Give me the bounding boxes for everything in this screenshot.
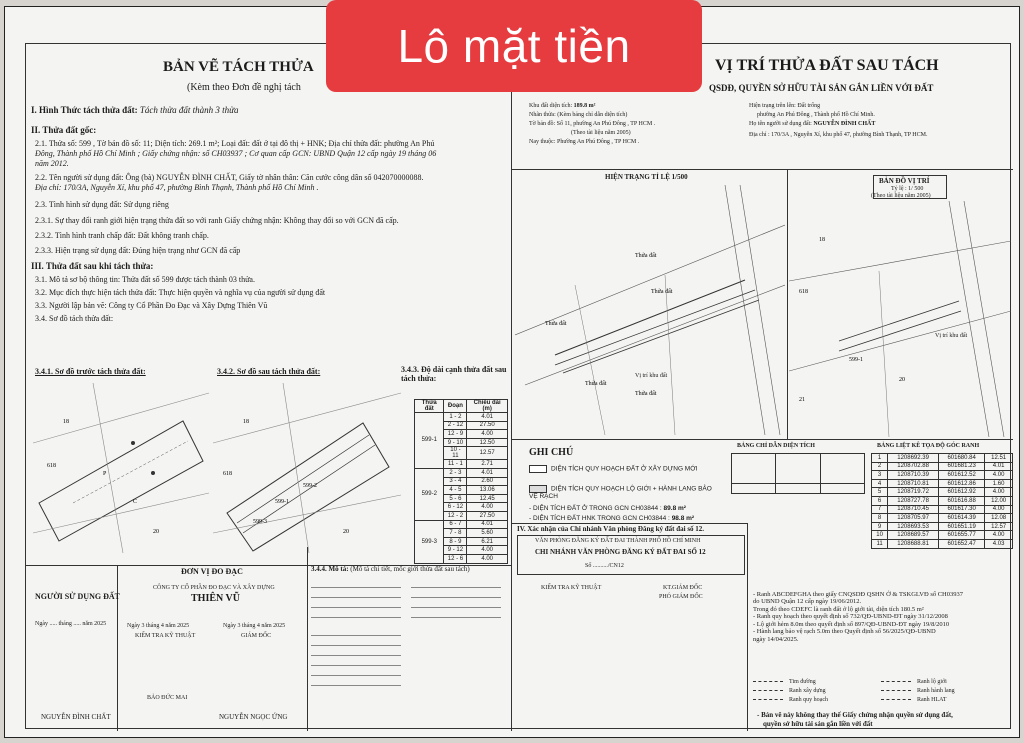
address-line: Địa chỉ : 170/3A , Nguyễn Xí, khu phố 47, phường Bình Thạnh, TP HCM. [749, 132, 928, 138]
listing-banner: Lô mặt tiền [326, 0, 702, 92]
confirmation-heading: IV. Xác nhận của Chi nhánh Văn phòng Đăng ký đất đai số 12. [517, 525, 705, 533]
office-line-3: Số ........../CN12 [585, 563, 624, 569]
line-3-4: 3.4. Sơ đồ tách thửa đất: [35, 314, 114, 323]
legend-row: Ranh xây dựng Ranh hành lang [753, 686, 1009, 695]
office-gd: KT.GIÁM ĐỐC [663, 585, 703, 591]
line-2-1b: Đông, Thành phố Hồ Chí Minh ; Giấy chứng nhận: số CH03937 ; Cơ quan cấp GCN: UBND Quận 12 cấp ngày 19 tháng 06 [35, 149, 437, 158]
info-4: (Theo tài liệu năm 2005) [571, 130, 631, 136]
line-2-3: 2.3. Tình hình sử dụng đất: Sử dụng riêng [35, 200, 169, 209]
coord-row: 4 1208710.81 601612.86 1.60 [872, 479, 1013, 488]
line-2-3-3: 2.3.3. Hiện trạng sử dụng đất: Đúng hiện trạng như GCN đã cấp [35, 246, 241, 255]
kt-date: Ngày 3 tháng 4 năm 2025 [127, 623, 190, 629]
edge-length-table [414, 399, 508, 564]
description-heading: 3.4.4. Mô tả: (Mô tả chi tiết, mốc giới thửa đất sau tách) [311, 565, 470, 573]
table-row: 599-3 6 - 7 4.01 [415, 520, 508, 529]
diagram-after [213, 383, 401, 553]
edge-table-title: 3.4.3. Độ dài cạnh thửa đất sau tách thửa: [401, 365, 507, 384]
right-subtitle: QSDĐ, QUYỀN SỞ HỮU TÀI SẢN GẮN LIỀN VỚI ĐẤT [709, 83, 934, 93]
svg-text:21: 21 [799, 397, 805, 403]
user-signature: NGUYỄN ĐÌNH CHẤT [41, 713, 111, 721]
office-kt: KIỂM TRA KỸ THUẬT [541, 585, 602, 591]
table-row: 7 - 8 5.60 [415, 529, 508, 538]
line-2-1a: 2.1. Thửa số: 599 , Tờ bản đồ số: 11; Diện tích: 269.1 m²; Loại đất: đất ở tại đô thị + HNK; Địa chỉ thửa đất: phường An Phú [35, 139, 435, 148]
note-line: - Ranh quy hoạch theo quyết định số 732/QĐ-UBND-ĐT ngày 31/12/2008 [753, 613, 948, 621]
note-line: do UBND Quận 12 cấp ngày 19/06/2012. [753, 598, 862, 606]
svg-text:18: 18 [819, 237, 825, 243]
notes-list [753, 591, 1009, 643]
kt-heading: KIỂM TRA KỸ THUẬT [135, 633, 196, 639]
notes-title: GHI CHÚ [529, 447, 574, 458]
ht-2: phường An Phú Đông , Thành phố Hồ Chí Minh. [757, 112, 875, 118]
table-row: 10 - 11 12.57 [415, 447, 508, 460]
description-lines [311, 577, 507, 697]
left-title: BẢN VẼ TÁCH THỬA [163, 59, 314, 75]
svg-text:Thửa đất: Thửa đất [635, 391, 657, 397]
info-1: Khu đất diện tích: 189.8 m² [529, 103, 596, 109]
diagram-after-title: 3.4.2. Sơ đồ sau tách thửa đất: [217, 367, 321, 376]
svg-text:599-1: 599-1 [849, 357, 863, 363]
svg-text:18: 18 [243, 419, 249, 425]
table-row: 12 - 6 4.00 [415, 554, 508, 563]
table-header: Thửa đất [415, 400, 444, 413]
table-row: 9 - 12 4.00 [415, 546, 508, 555]
svg-text:Thửa đất: Thửa đất [651, 289, 673, 295]
line-2-2b: Địa chỉ: 170/3A, Nguyễn Xí, khu phố 47, phường Bình Thạnh, Thành phố Hồ Chí Minh . [35, 183, 319, 192]
coord-row: 7 1208710.45 601617.30 4.00 [872, 505, 1013, 514]
line-3-3: 3.3. Người lập bản vẽ: Công ty Cổ Phần Đo Đạc và Xây Dựng Thiên Vũ [35, 301, 268, 310]
section-3: III. Thửa đất sau khi tách thửa: [31, 261, 154, 271]
svg-text:599-2: 599-2 [303, 483, 317, 489]
coord-table [871, 453, 1013, 549]
user-heading: NGƯỜI SỬ DỤNG ĐẤT [35, 592, 120, 601]
legend-hnk-area: - DIỆN TÍCH ĐẤT HNK TRONG GCN CH03844 : 98.8 m² [529, 515, 695, 522]
svg-text:20: 20 [899, 377, 905, 383]
line-2-2a: 2.2. Tên người sử dụng đất: Ông (bà) NGUYỄN ĐÌNH CHẤT, Giấy tờ nhân thân: Căn cước công dân số 042070000088. [35, 173, 424, 182]
coord-row: 3 1208710.39 601612.52 4.00 [872, 471, 1013, 480]
section-1: I. Hình Thức tách thửa đất: Tách thửa đất thành 3 thửa [31, 105, 239, 115]
current-state-title: HIỆN TRẠNG TỈ LỆ 1/500 [605, 173, 688, 181]
table-header: Đoạn [444, 400, 467, 413]
table-row: 2 - 12 27.50 [415, 421, 508, 430]
svg-text:P: P [103, 471, 107, 477]
coord-row: 11 1208688.81 601652.47 4.03 [872, 539, 1013, 548]
table-row: 4 - 5 13.06 [415, 486, 508, 495]
location-map [789, 201, 1011, 437]
info-3: Tờ bản đồ: Số 11, phường An Phú Đông , TP HCM . [529, 121, 656, 127]
table-row: 3 - 4 2.60 [415, 477, 508, 486]
footer-note-1: - Bản vẽ này không thay thế Giấy chứng nhận quyền sử dụng đất, [757, 711, 953, 719]
coord-row: 1 1208692.39 601680.84 12.51 [872, 454, 1013, 463]
line-2-1c: năm 2012. [35, 159, 69, 168]
office-line-1: VĂN PHÒNG ĐĂNG KÝ ĐẤT ĐAI THÀNH PHỐ HỒ CHÍ MINH [535, 538, 701, 544]
line-3-2: 3.2. Mục đích thực hiện tách thửa đất: Thực hiện quyền và nghĩa vụ của người sử dụng đất [35, 288, 326, 297]
right-title: VỊ TRÍ THỬA ĐẤT SAU TÁCH [715, 57, 939, 74]
legend-row: Ranh quy hoạch Ranh HLAT [753, 695, 1009, 704]
note-line: - Ranh ABCDEFGHA theo giấy CNQSDĐ QSHN Ở & TSKGLVĐ số CH03937 [753, 591, 964, 598]
svg-text:20: 20 [153, 529, 159, 535]
line-legend [753, 677, 1009, 704]
coord-row: 10 1208689.57 601655.77 4.00 [872, 531, 1013, 540]
svg-text:Thửa đất: Thửa đất [545, 321, 567, 327]
current-state-map [515, 185, 785, 435]
svg-text:Thửa đất: Thửa đất [635, 253, 657, 259]
company-name-2: THIÊN VŨ [191, 593, 240, 604]
line-3-1: 3.1. Mô tả sơ bộ thông tin: Thửa đất số 599 được tách thành 03 thửa. [35, 275, 255, 284]
coord-row: 6 1208727.78 601616.88 12.00 [872, 496, 1013, 505]
owner-line: Họ tên người sử dụng đất: NGUYỄN ĐÌNH CHẤT [749, 121, 876, 127]
note-line: Trong đó theo CDEFC là ranh đất ở lộ giới tài, diện tích 180.5 m² [753, 605, 924, 613]
table-header: Chiều dài (m) [467, 400, 508, 413]
note-line: - Lộ giới hẻm 8.0m theo quyết định số 897/QĐ-UBND-ĐT ngày 19/8/2010 [753, 620, 950, 628]
legend-new-residential: DIỆN TÍCH QUY HOẠCH ĐẤT Ở XÂY DỰNG MỚI [529, 465, 698, 473]
table-row: 8 - 9 6.21 [415, 537, 508, 546]
legend-row: Tim đường Ranh lộ giới [753, 677, 1009, 686]
svg-text:599-1: 599-1 [275, 499, 289, 505]
coord-row: 2 1208702.88 601681.23 4.01 [872, 462, 1013, 471]
coord-row: 8 1208705.97 601614.39 12.08 [872, 514, 1013, 523]
user-date: Ngày ..... tháng ..... năm 2025 [35, 621, 107, 627]
gd-date: Ngày 3 tháng 4 năm 2025 [223, 623, 286, 629]
line-2-3-1: 2.3.1. Sự thay đổi ranh giới hiện trạng thửa đất so với ranh Giấy chứng nhận: Không thay đổi so với GCN đã cấp. [35, 216, 399, 225]
location-label-2: Vị trí khu đất [935, 333, 968, 339]
svg-text:618: 618 [799, 289, 808, 295]
table-row: 599-2 2 - 3 4.01 [415, 468, 508, 477]
gd-signature: NGUYỄN NGỌC ỨNG [219, 713, 288, 721]
info-5: Nay thuộc: Phường An Phú Đông , TP HCM . [529, 139, 640, 145]
legend-road-corridor: DIỆN TÍCH QUY HOẠCH LỘ GIỚI + HÀNH LANG BẢO VỆ RẠCH [529, 485, 712, 500]
note-line: - Hành lang bảo vệ rạch 5.0m theo Quyết định số 56/2025/QĐ-UBND [753, 628, 936, 636]
area-index-table [731, 453, 865, 494]
survey-unit-heading: ĐƠN VỊ ĐO ĐẠC [181, 567, 243, 576]
info-2: Nhãn thửa: (Kèm bảng chỉ dẫn diện tích) [529, 112, 628, 118]
office-line-2: CHI NHÁNH VĂN PHÒNG ĐĂNG KÝ ĐẤT ĐAI SỐ 12 [535, 548, 706, 556]
ht-1: Hiện trạng trên lên: Đất trống [749, 103, 821, 109]
coord-row: 9 1208693.53 601651.19 12.57 [872, 522, 1013, 531]
section-2: II. Thửa đất gốc: [31, 125, 97, 135]
svg-text:Thửa đất: Thửa đất [585, 381, 607, 387]
company-name: CÔNG TY CỔ PHẦN ĐO ĐẠC VÀ XÂY DỰNG [153, 585, 275, 591]
gd-heading: GIÁM ĐỐC [241, 633, 272, 639]
left-subtitle: (Kèm theo Đơn đề nghị tách [187, 82, 301, 93]
table-row: 12 - 2 27.50 [415, 511, 508, 520]
table-row: 6 - 12 4.00 [415, 503, 508, 512]
line-2-3-2: 2.3.2. Tình hình tranh chấp đất: Đất không tranh chấp. [35, 231, 209, 240]
area-index-title: BẢNG CHỈ DẪN DIỆN TÍCH [737, 443, 815, 449]
diagram-before [33, 383, 209, 553]
table-row: 599-1 1 - 2 4.01 [415, 413, 508, 422]
footer-note-2: quyền sở hữu tài sản gắn liền với đất [763, 720, 873, 728]
note-line: ngày 14/04/2025. [753, 635, 799, 643]
diagram-before-title: 3.4.1. Sơ đồ trước tách thửa đất: [35, 367, 146, 376]
location-map-note: (Theo tài liệu năm 2005) [871, 193, 931, 199]
coord-row: 5 1208719.72 601612.92 4.00 [872, 488, 1013, 497]
location-map-title: BẢN ĐỒ VỊ TRÍ [879, 177, 930, 185]
office-pgd: PHÓ GIÁM ĐỐC [659, 594, 703, 600]
kt-signature: BẢO ĐỨC MAI [147, 695, 188, 701]
svg-text:599-3: 599-3 [253, 519, 267, 525]
svg-text:20: 20 [343, 529, 349, 535]
legend-residential-area: - DIỆN TÍCH ĐẤT Ở TRONG GCN CH03844 : 89.8 m² [529, 505, 686, 512]
table-row: 5 - 6 12.45 [415, 494, 508, 503]
drawing-sheet [4, 6, 1020, 738]
coord-table-title: BẢNG LIỆT KÊ TỌA ĐỘ GÓC RANH [877, 443, 980, 449]
location-map-scale: Tỷ lệ : 1/ 500 [891, 186, 924, 192]
svg-text:18: 18 [63, 419, 69, 425]
location-label-1: Vị trí khu đất [635, 373, 668, 379]
svg-text:618: 618 [223, 471, 232, 477]
table-row: 12 - 9 4.00 [415, 430, 508, 439]
table-row: 9 - 10 12.50 [415, 438, 508, 447]
svg-text:C: C [133, 499, 138, 505]
table-row: 11 - 1 2.71 [415, 460, 508, 469]
svg-text:618: 618 [47, 463, 56, 469]
